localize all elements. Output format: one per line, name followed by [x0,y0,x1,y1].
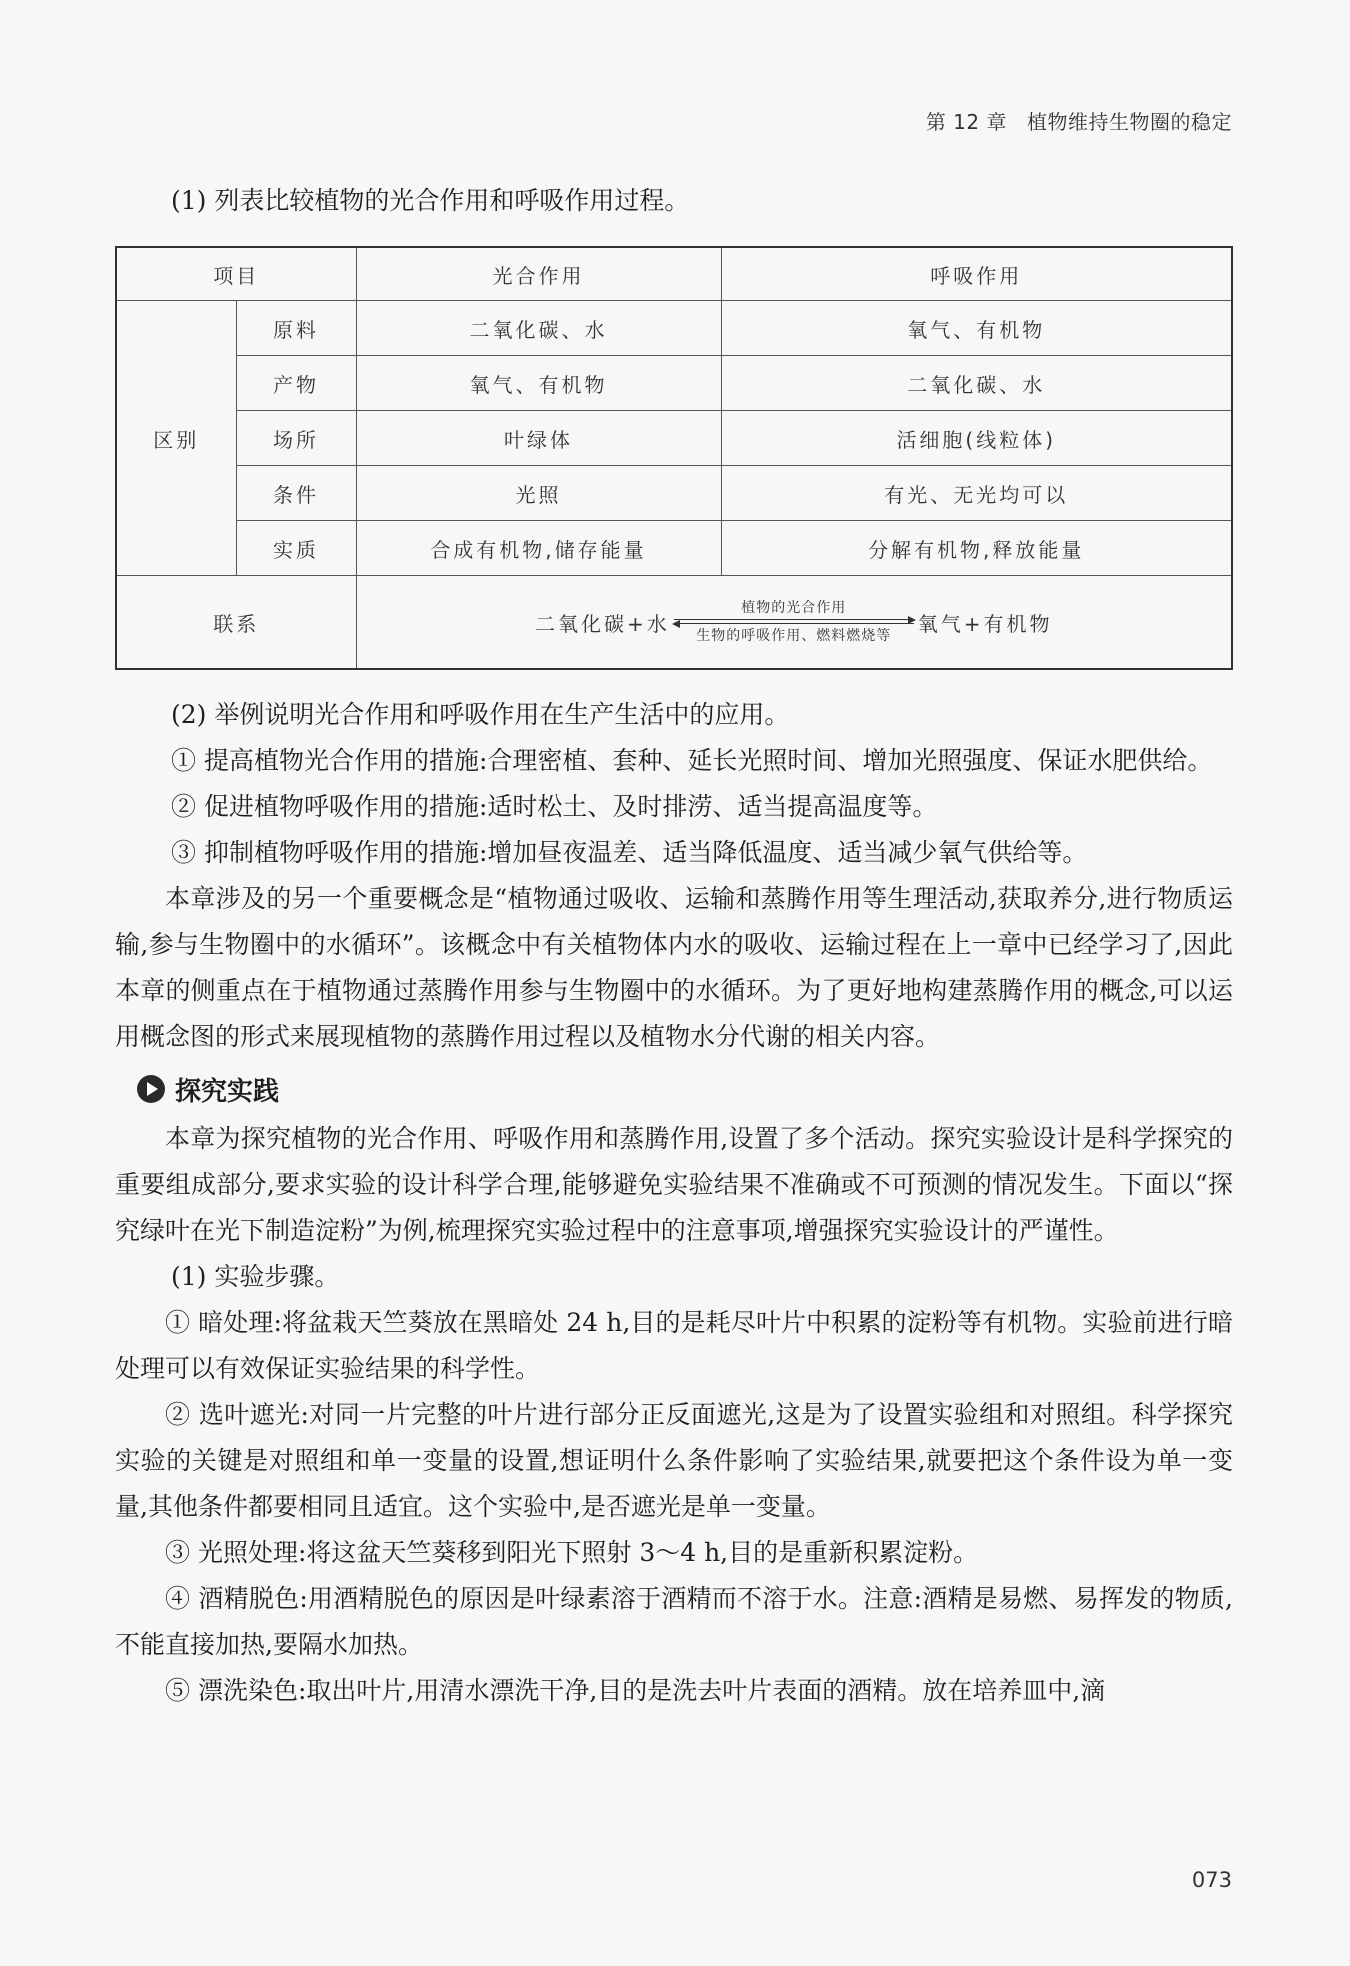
reaction-equation [535,599,1053,645]
paragraph: 本章涉及的另一个重要概念是“植物通过吸收、运输和蒸腾作用等生理活动,获取养分,进行物质运输,参与生物圈中的水循环”。该概念中有关植物体内水的吸收、运输过程在上一章中已经学习了,因此本章的侧重点在于植物通过蒸腾作用参与生物圈中的水循环。为了更好地构建蒸腾作用的概念,可以运用概念图的形式来展现植物的蒸腾作用过程以及植物水分代谢的相关内容。 [115,884,1233,1051]
table-header-row [116,247,1232,301]
paragraph: (1) 实验步骤。 [171,1262,340,1291]
resp-cell: 二氧化碳、水 [721,356,1232,411]
section-heading [137,1064,1233,1114]
double-arrow-icon [674,617,914,627]
paragraph: 本章为探究植物的光合作用、呼吸作用和蒸腾作用,设置了多个活动。探究实验设计是科学探究的重要组成部分,要求实验的设计科学合理,能够避免实验结果不准确或不可预测的情况发生。下面以“探究绿叶在光下制造淀粉”为例,梳理探究实验过程中的注意事项,增强探究实验设计的严谨性。 [115,1124,1233,1245]
paragraph: (2) 举例说明光合作用和呼吸作用在生产生活中的应用。 [171,700,790,729]
table-link-row [116,576,1232,670]
group-label: 区别 [116,301,236,576]
arrow-top-label: 植物的光合作用 [741,600,847,616]
equation-products: 氧气+有机物 [917,611,1053,636]
table-row [116,411,1232,466]
section-title: 探究实践 [175,1076,280,1107]
paragraph: ⑤ 漂洗染色:取出叶片,用清水漂洗干净,目的是洗去叶片表面的酒精。放在培养皿中,滴 [165,1676,1106,1705]
paragraph: ① 暗处理:将盆栽天竺葵放在黑暗处 24 h,目的是耗尽叶片中积累的淀粉等有机物。实验前进行暗处理可以有效保证实验结果的科学性。 [115,1308,1233,1383]
reversible-arrow [674,599,914,645]
header-respiration: 呼吸作用 [721,247,1232,301]
header-photosynthesis: 光合作用 [356,247,721,301]
row-label: 条件 [236,466,356,521]
header-item: 项目 [116,247,356,301]
paragraph: ④ 酒精脱色:用酒精脱色的原因是叶绿素溶于酒精而不溶于水。注意:酒精是易燃、易挥发的物质,不能直接加热,要隔水加热。 [115,1584,1233,1659]
page-body [115,178,1233,1714]
resp-cell: 有光、无光均可以 [721,466,1232,521]
photo-cell: 光照 [356,466,721,521]
page-number: 073 [1191,1868,1232,1892]
chapter-number: 第 12 章 [925,110,1007,134]
resp-cell: 活细胞(线粒体) [721,411,1232,466]
paragraph: ③ 抑制植物呼吸作用的措施:增加昼夜温差、适当降低温度、适当减少氧气供给等。 [171,838,1088,867]
resp-cell: 氧气、有机物 [721,301,1232,356]
chapter-title: 植物维持生物圈的稳定 [1027,110,1232,134]
row-label: 实质 [236,521,356,576]
running-head [926,106,1232,135]
equation-reactants: 二氧化碳+水 [534,611,670,636]
paragraph: ① 提高植物光合作用的措施:合理密植、套种、延长光照时间、增加光照强度、保证水肥供给。 [171,746,1213,775]
link-label: 联系 [116,576,356,670]
paragraph: ③ 光照处理:将这盆天竺葵移到阳光下照射 3～4 h,目的是重新积累淀粉。 [165,1538,979,1567]
paragraph: ② 选叶遮光:对同一片完整的叶片进行部分正反面遮光,这是为了设置实验组和对照组。科学探究实验的关键是对照组和单一变量的设置,想证明什么条件影响了实验结果,就要把这个条件设为单一变量,其他条件都要相同且适宜。这个实验中,是否遮光是单一变量。 [115,1400,1233,1521]
resp-cell: 分解有机物,释放能量 [721,521,1232,576]
table-row [116,466,1232,521]
comparison-table [115,246,1233,670]
row-label: 原料 [236,301,356,356]
paragraph: ② 促进植物呼吸作用的措施:适时松土、及时排涝、适当提高温度等。 [171,792,938,821]
table-row [116,521,1232,576]
photo-cell: 二氧化碳、水 [356,301,721,356]
photo-cell: 合成有机物,储存能量 [356,521,721,576]
link-equation-cell [356,576,1232,670]
table-row [116,301,1232,356]
photo-cell: 氧气、有机物 [356,356,721,411]
play-icon [137,1075,165,1103]
arrow-bottom-label: 生物的呼吸作用、燃料燃烧等 [696,628,892,644]
table-intro: (1) 列表比较植物的光合作用和呼吸作用过程。 [171,186,690,215]
row-label: 产物 [236,356,356,411]
row-label: 场所 [236,411,356,466]
table-row [116,356,1232,411]
photo-cell: 叶绿体 [356,411,721,466]
